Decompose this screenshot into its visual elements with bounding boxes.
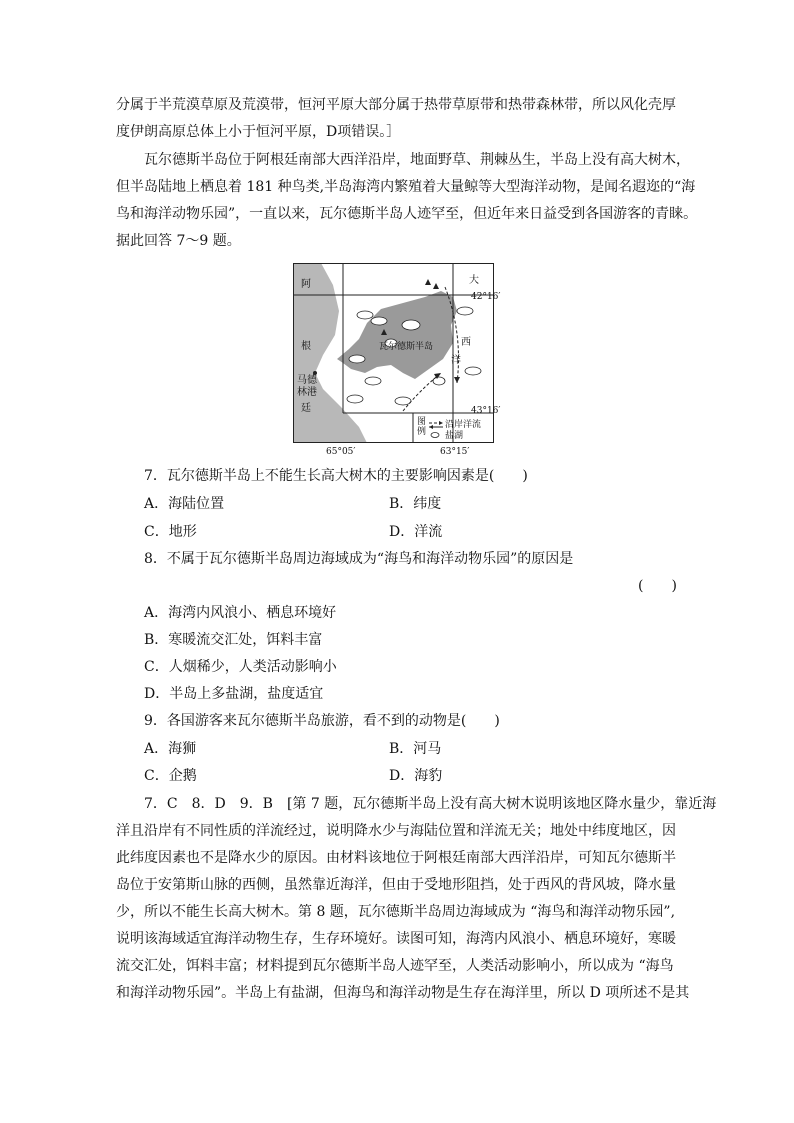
question-stem: 7．瓦尔德斯半岛上不能生长高大树木的主要影响因素是( ) xyxy=(144,468,528,484)
answer-paren: ( ) xyxy=(638,578,677,594)
label-xi: 西 xyxy=(461,337,471,348)
option-c: C．企鹅 xyxy=(144,768,197,784)
question-stem: 8．不属于瓦尔德斯半岛周边海域成为“海鸟和海洋动物乐园”的原因是 xyxy=(144,551,574,567)
option-b: B．河马 xyxy=(389,741,442,757)
option-a: A．海狮 xyxy=(144,741,197,757)
text-line: 瓦尔德斯半岛位于阿根廷南部大西洋沿岸，地面野草、荆棘丛生，半岛上没有高大树木， xyxy=(144,152,690,168)
question-stem: 9．各国游客来瓦尔德斯半岛旅游，看不到的动物是( ) xyxy=(144,713,500,729)
option-c: C．人烟稀少，人类活动影响小 xyxy=(144,659,337,675)
lon-left-label: 65°05′ xyxy=(326,447,356,457)
legend-title: 图 例 xyxy=(417,417,427,437)
text-line: 说明该海域适宜海洋动物生存，生存环境好。读图可知，海湾内风浪小、栖息环境好，寒暖 xyxy=(116,931,676,947)
text-line: 流交汇处，饵料丰富；材料提到瓦尔德斯半岛人迹罕至，人类活动影响小，所以成为 “海鸟 xyxy=(116,958,674,974)
option-c: C．地形 xyxy=(144,524,197,540)
option-a: A．海陆位置 xyxy=(144,496,225,512)
option-d: D．半岛上多盐湖，盐度适宜 xyxy=(144,686,324,702)
option-b: B．寒暖流交汇处，饵料丰富 xyxy=(144,632,323,648)
label-gen: 根 xyxy=(301,341,311,352)
salt-lake xyxy=(402,320,420,330)
text-line: 据此回答 7～9 题。 xyxy=(116,233,241,249)
option-b: B．纬度 xyxy=(389,496,442,512)
option-a: A．海湾内风浪小、栖息环境好 xyxy=(144,605,337,621)
lat-bottom-label: 43°16′ xyxy=(471,406,501,416)
option-d: D．海豹 xyxy=(389,768,443,784)
port-label: 马德 林港 xyxy=(297,375,317,398)
lon-right-label: 63°15′ xyxy=(440,447,470,457)
text-line: 少，所以不能生长高大树木。第 8 题，瓦尔德斯半岛周边海域成为 “海鸟和海洋动物乐园”, xyxy=(116,904,676,920)
text-line: 分属于半荒漠草原及荒漠带，恒河平原大部分属于热带草原带和热带森林带，所以风化壳厚 xyxy=(116,97,676,113)
legend-lake-label: 盐湖 xyxy=(445,431,464,441)
text-line: 鸟和海洋动物乐园”，一直以来，瓦尔德斯半岛人迹罕至，但近年来日益受到各国游客的青睐。 xyxy=(116,206,698,222)
text-line: 岛位于安第斯山脉的西侧，虽然靠近海洋，但由于受地形阻挡，处于西风的背风坡，降水量 xyxy=(116,877,676,893)
label-da: 大 xyxy=(469,275,479,286)
text-line: 和海洋动物乐园”。半岛上有盐湖，但海鸟和海洋动物是生存在海洋里，所以 D 项所述不是其 xyxy=(116,985,690,1001)
text-line: 7．C 8．D 9．B [第 7 题，瓦尔德斯半岛上没有高大树木说明该地区降水量少，靠近海 xyxy=(144,796,717,812)
text-line: 度伊朗高原总体上小于恒河平原，D项错误。］ xyxy=(116,124,401,140)
text-line: 此纬度因素也不是降水少的原因。由材料该地位于阿根廷南部大西洋沿岸，可知瓦尔德斯半 xyxy=(116,850,676,866)
option-d: D．洋流 xyxy=(389,524,443,540)
label-ting: 廷 xyxy=(301,403,311,414)
text-line: 洋且沿岸有不同性质的洋流经过，说明降水少与海陆位置和洋流无关；地处中纬度地区，因 xyxy=(116,823,676,839)
legend-current-label: 沿岸洋流 xyxy=(445,420,482,430)
peninsula-label: 瓦尔德斯半岛 xyxy=(379,342,434,352)
lat-top-label: 42°16′ xyxy=(471,292,501,302)
valdes-peninsula-map xyxy=(293,263,515,443)
text-line: 但半岛陆地上栖息着 181 种鸟类,半岛海湾内繁殖着大量鲸等大型海洋动物，是闻名遐迩的“海 xyxy=(116,179,696,195)
label-yang: 洋 xyxy=(451,355,461,366)
label-a: 阿 xyxy=(301,279,311,290)
